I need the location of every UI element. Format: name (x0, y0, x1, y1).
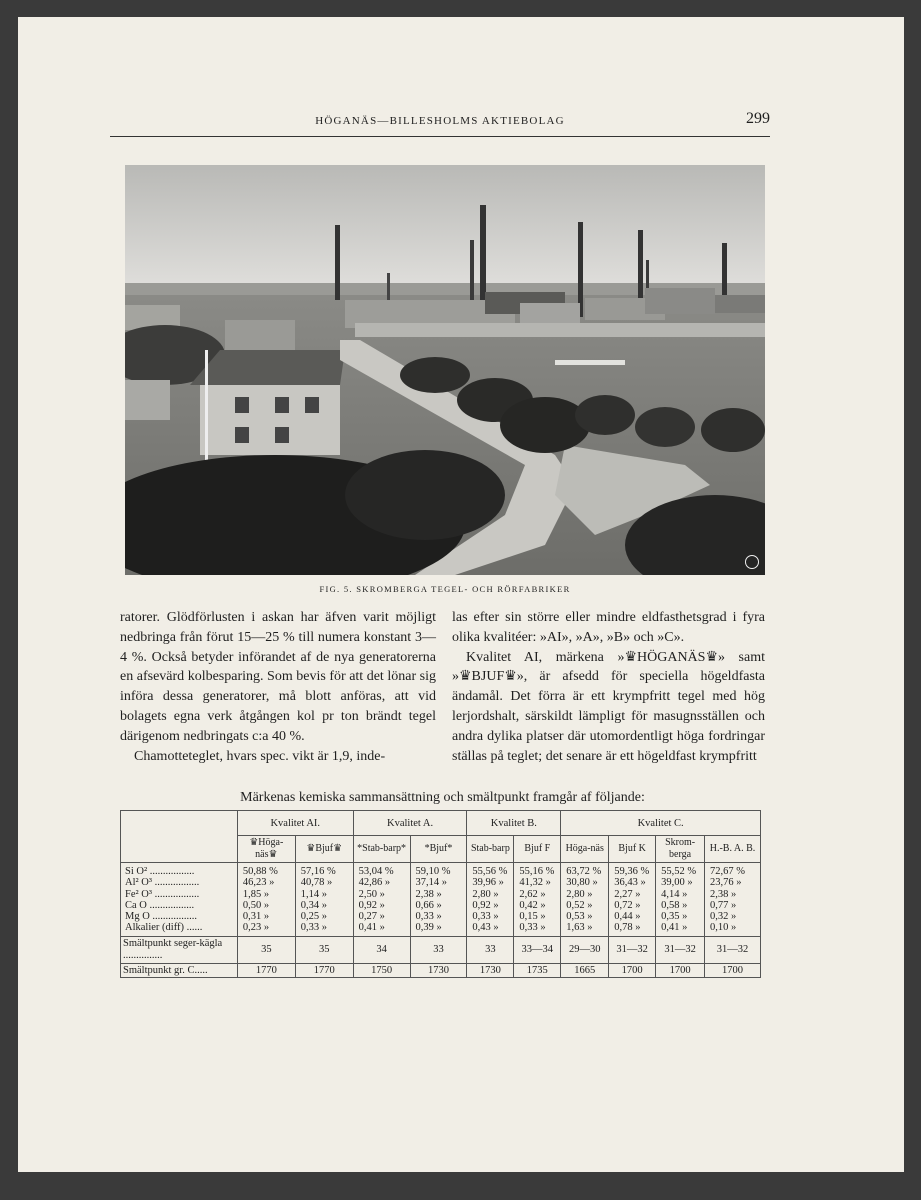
header-empty (121, 811, 238, 863)
left-paragraph-2: Chamotteteglet, hvars spec. vikt är 1,9, inde- (134, 748, 386, 764)
group-header: Kvalitet AI. (237, 811, 353, 836)
table-cell: 2,38 » (415, 888, 442, 900)
value-column (295, 863, 353, 937)
row-labels (121, 863, 238, 937)
table-cell: 1700 (609, 963, 656, 977)
table-cell: 0,44 » (614, 911, 641, 923)
table-cell: 0,92 » (358, 899, 385, 911)
table-cell: 0,35 » (661, 911, 688, 923)
group-header-row (121, 811, 761, 836)
row-label: Fe² O³ ................. (125, 888, 200, 900)
table-cell: 0,23 » (242, 922, 270, 934)
table-cell: 31—32 (656, 936, 705, 963)
table-cell: 1700 (656, 963, 705, 977)
table-cell: 0,15 » (519, 911, 546, 923)
value-column (656, 863, 705, 937)
running-title: HÖGANÄS—BILLESHOLMS AKTIEBOLAG (315, 115, 565, 127)
table-cell: 0,39 » (415, 922, 442, 934)
running-header (110, 112, 770, 137)
table-cell: 72,67 % (710, 866, 746, 877)
chemical-composition-table (120, 810, 761, 978)
table-cell: 46,23 » (242, 877, 275, 889)
value-column (353, 863, 410, 937)
table-cell: 63,72 % (566, 866, 602, 877)
row-label: Al² O³ ................. (125, 877, 200, 889)
table-cell: 29—30 (561, 936, 609, 963)
table-cell: 2,38 » (710, 888, 737, 900)
seger-row (121, 936, 761, 963)
row-label: Si O² ................. (125, 866, 195, 877)
table-cell: 2,27 » (614, 888, 641, 900)
table-cell: 2,62 » (519, 888, 546, 900)
column-header: Bjuf K (609, 836, 656, 863)
group-header: Kvalitet B. (467, 811, 561, 836)
table-cell: 0,34 » (300, 899, 328, 911)
table-cell: 1730 (410, 963, 467, 977)
column-header: ♛Höga-näs♛ (237, 836, 295, 863)
table-intro: Märkenas kemiska sammansättning och smältpunkt framgår af följande: (240, 790, 645, 805)
table-cell: 1,85 » (242, 888, 270, 900)
figure-caption: FIG. 5. SKROMBERGA TEGEL- OCH RÖRFABRIKER (319, 584, 571, 594)
seger-label: Smältpunkt seger-kägla ............... (121, 936, 238, 963)
column-header: H.-B. A. B. (705, 836, 761, 863)
table-cell: 59,36 % (614, 866, 650, 877)
table-cell: 0,33 » (519, 922, 546, 934)
table-cell: 1,14 » (300, 888, 328, 900)
table-cell: 0,33 » (472, 911, 499, 923)
table-cell: 30,80 » (566, 877, 598, 889)
table-cell: 0,41 » (661, 922, 688, 934)
table-cell: 42,86 » (358, 877, 391, 889)
table-cell: 1735 (514, 963, 561, 977)
row-label: Mg O ................. (125, 911, 198, 923)
right-column (452, 608, 765, 766)
table-cell: 55,56 % (472, 866, 508, 877)
table-cell: 0,58 » (661, 899, 688, 911)
page-number: 299 (746, 110, 770, 127)
table-cell: 40,78 » (300, 877, 333, 889)
table-cell: 35 (295, 936, 353, 963)
column-header: ♛Bjuf♛ (295, 836, 353, 863)
value-column (410, 863, 467, 937)
column-header: Höga-näs (561, 836, 609, 863)
table-cell: 2,80 » (566, 888, 593, 900)
celsius-row (121, 963, 761, 977)
column-header: *Bjuf* (410, 836, 467, 863)
table-cell: 39,00 » (661, 877, 693, 889)
table-cell: 0,50 » (242, 899, 270, 911)
table-cell: 1700 (705, 963, 761, 977)
value-column (609, 863, 656, 937)
column-header: Stab-barp (467, 836, 514, 863)
right-paragraph-1: las efter sin större eller mindre eldfasthetsgrad i fyra olika kvalitéer: »AI», »A», »B» och »C». (452, 610, 765, 645)
table-cell: 39,96 » (472, 877, 504, 889)
table-cell: 0,52 » (566, 899, 593, 911)
table-cell: 0,92 » (472, 899, 499, 911)
table-cell: 0,10 » (710, 922, 737, 934)
table-cell: 31—32 (609, 936, 656, 963)
table-cell: 2,50 » (358, 888, 385, 900)
value-column (237, 863, 295, 937)
factory-photograph (125, 165, 765, 575)
table-cell: 0,42 » (519, 899, 546, 911)
value-column (467, 863, 514, 937)
table-cell: 53,04 % (358, 866, 394, 877)
table-cell: 0,72 » (614, 899, 641, 911)
table-cell: 0,43 » (472, 922, 499, 934)
table-cell: 35 (237, 936, 295, 963)
celsius-label: Smältpunkt gr. C..... (121, 963, 238, 977)
table-cell: 2,80 » (472, 888, 499, 900)
table-cell: 1665 (561, 963, 609, 977)
table-cell: 33—34 (514, 936, 561, 963)
table-cell: 57,16 % (300, 866, 336, 877)
table-cell: 0,31 » (242, 911, 270, 923)
group-header: Kvalitet A. (353, 811, 467, 836)
table-cell: 1770 (295, 963, 353, 977)
table-cell: 23,76 » (710, 877, 742, 889)
composition-row (121, 863, 761, 937)
photographer-stamp (745, 555, 759, 569)
table-cell: 0,66 » (415, 899, 442, 911)
row-label: Ca O ................. (125, 899, 195, 911)
table-cell: 37,14 » (415, 877, 448, 889)
left-column (120, 608, 436, 766)
table-cell: 41,32 » (519, 877, 551, 889)
table-cell: 0,41 » (358, 922, 385, 934)
column-header: Bjuf F (514, 836, 561, 863)
table-cell: 34 (353, 936, 410, 963)
value-column (705, 863, 761, 937)
table-cell: 33 (410, 936, 467, 963)
table-cell: 1770 (237, 963, 295, 977)
table-cell: 1750 (353, 963, 410, 977)
table-cell: 55,52 % (661, 866, 697, 877)
table-cell: 0,25 » (300, 911, 328, 923)
table-cell: 0,33 » (415, 911, 442, 923)
table-cell: 1730 (467, 963, 514, 977)
right-paragraph-2: Kvalitet AI, märkena »♛HÖGANÄS♛» samt »♛BJUF♛», är afsedd för speciella högeldfasta ändamål. Det förra är ett krympfritt tegel med hög lerjordshalt, särskildt lämpligt för masugnsställen och andra dylika platser där utomordentligt höga fordringar ställas på teglet; det senare är ett högeldfast krympfritt (452, 649, 765, 764)
column-header: Skrom-berga (656, 836, 705, 863)
table-cell: 50,88 % (242, 866, 278, 877)
table-cell: 33 (467, 936, 514, 963)
table-cell: 31—32 (705, 936, 761, 963)
row-label: Alkalier (diff) ...... (125, 922, 203, 934)
table-cell: 55,16 % (519, 866, 555, 877)
table-cell: 0,53 » (566, 911, 593, 923)
group-header: Kvalitet C. (561, 811, 761, 836)
table-cell: 0,78 » (614, 922, 641, 934)
table-cell: 0,33 » (300, 922, 328, 934)
table-cell: 0,77 » (710, 899, 737, 911)
table-cell: 59,10 % (415, 866, 451, 877)
table-cell: 36,43 » (614, 877, 646, 889)
table-cell: 4,14 » (661, 888, 688, 900)
left-paragraph-1: ratorer. Glödförlusten i askan har äfven varit möjligt nedbringa från förut 15—25 % till numera konstant 3—4 %. Också betyder införandet af de nya generatorerna en afsevärd kolbesparing. Som bevis för att det lönar sig införa dessa generatorer, må blott anföras, att vid bolagets egna verk åtgången kol pr ton brändt tegel därigenom nedbringats c:a 40 %. (120, 610, 436, 744)
table-cell: 1,63 » (566, 922, 593, 934)
column-header: *Stab-barp* (353, 836, 410, 863)
table-cell: 0,27 » (358, 911, 385, 923)
value-column (514, 863, 561, 937)
table-cell: 0,32 » (710, 911, 737, 923)
value-column (561, 863, 609, 937)
